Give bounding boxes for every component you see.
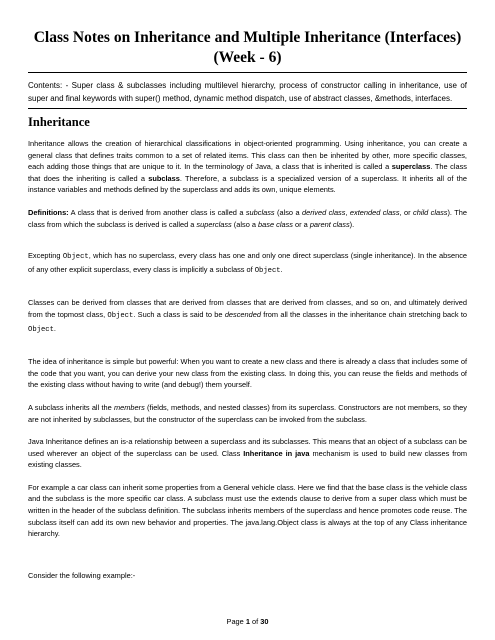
document-title: [20, 28, 475, 68]
section-heading: Inheritance: [28, 115, 90, 129]
paragraph-consider: Consider the following example:-: [28, 570, 136, 580]
paragraph-object: Excepting Object, which has no superclass, every class has one and only one direct superclass (single inheritance). In the absence of any other explicit superclass, every class is implicitly a subclass of Object.: [28, 251, 467, 275]
paragraph-definitions: Definitions: A class that is derived from another class is called a subclass (also a derived class, extended class, or child class). The class from which the subclass is derived is called a superclass (also a base class or a parent class).: [28, 207, 467, 229]
contents-divider: [28, 108, 467, 109]
contents-summary: Contents: - Super class & subclasses including multilevel hierarchy, process of constructor calling in inheritance, use of super and final keywords with super() method, dynamic method dispatch, use of abstract classes, &methods, interfaces.: [28, 81, 467, 103]
paragraph-descended: Classes can be derived from classes that are derived from classes that are derived from classes, and so on, and ultimately derived from the topmost class, Object. Such a class is said to be descended from all the classes in the inheritance chain stretching back to Object.: [28, 298, 467, 334]
page-footer: Page 1 of 30: [226, 617, 269, 626]
document-body: [28, 138, 467, 592]
paragraph-members: A subclass inherits all the members (fields, methods, and nested classes) from its superclass. Constructors are not members, so they are not inherited by subclasses, but the constructor of the superclass can be invoked from the subclass.: [28, 402, 467, 424]
paragraph-example: For example a car class can inherit some properties from a General vehicle class. Here we find that the base class is the vehicle class and the subclass is the more specific car class. A subclass must use the extends clause to derive from a super class which must be written in the header of the subclass definition. The subclass inherits members of the superclass and hence promotes code reuse. The subclass itself can add its own new behavior and properties. The java.lang.Object class is always at the top of any Class inheritance hierarchy.: [28, 482, 467, 539]
paragraph-idea: The idea of inheritance is simple but powerful: When you want to create a new class and there is already a class that includes some of the code that you want, you can derive your new class from the existing class. In doing this, you can reuse the fields and methods of the existing class without having to write (and debug!) them yourself.: [28, 357, 467, 390]
title-line-2: (Week - 6): [213, 49, 282, 66]
paragraph-intro: Inheritance allows the creation of hierarchical classifications in object-oriented programming. Using inheritance, you can create a general class that defines traits common to a set of related items. This class can then be inherited by other, more specific classes, each adding those things that are unique to it. In the terminology of Java, a class that is inherited is called a superclass. The class that does the inheriting is called a subclass. Therefore, a subclass is a specialized version of a superclass. It inherits all of the instance variables and methods defined by the superclass and adds its own, unique elements.: [28, 139, 467, 195]
title-line-1: Class Notes on Inheritance and Multiple Inheritance (Interfaces): [33, 29, 462, 46]
paragraph-is-a: Java Inheritance defines an is-a relationship between a superclass and its subclasses. This means that an object of a subclass can be used wherever an object of the superclass can be used. Class Inheritance in java mechanism is used to build new classes from existing classes.: [28, 437, 467, 470]
top-divider: [28, 72, 467, 73]
